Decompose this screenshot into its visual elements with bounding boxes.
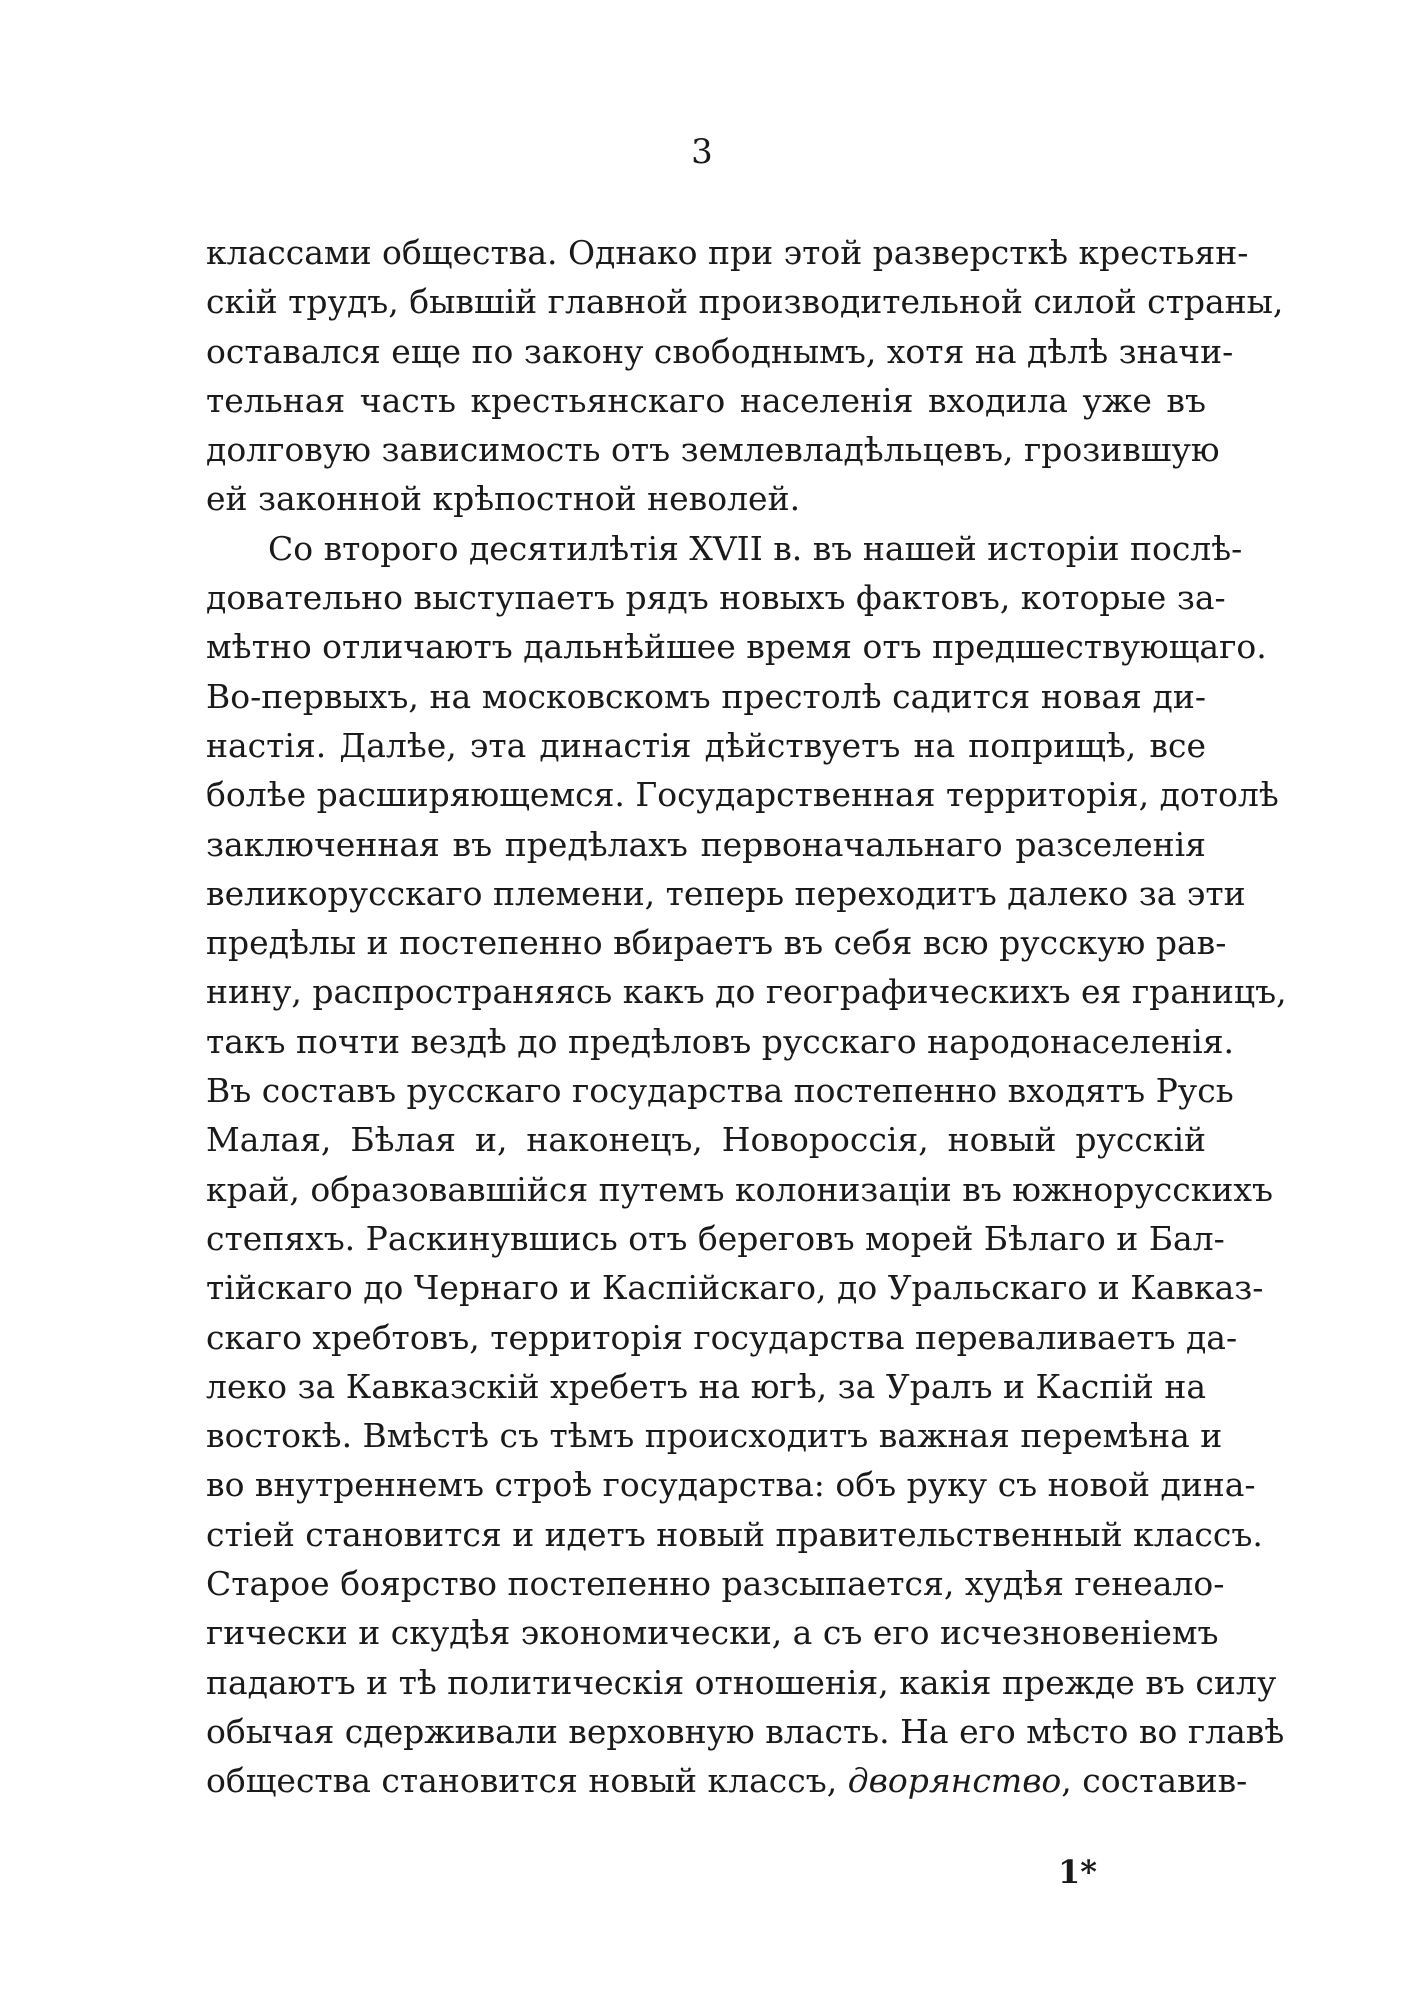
page-number: 3: [691, 132, 713, 172]
text-line: болѣе расширяющемся. Государственная территорія, дотолѣ: [206, 775, 1279, 815]
text-line: классами общества. Однако при этой разверсткѣ крестьян-: [206, 233, 1249, 272]
text-line: леко за Кавказскій хребетъ на югѣ, за Уралъ и Каспій на: [206, 1366, 1206, 1406]
text-line: обычая сдерживали верховную власть. На его мѣсто во главѣ: [206, 1711, 1285, 1751]
text-line: край, образовавшійся путемъ колонизаціи въ южнорусскихъ: [206, 1169, 1273, 1209]
body-text: [206, 228, 1287, 1806]
text-line: Малая, Бѣлая и, наконецъ, Новороссія, новый русскій: [206, 1120, 1206, 1160]
paragraph: [206, 228, 1284, 524]
text-line: тельная часть крестьянскаго населенія входила уже въ: [206, 380, 1206, 420]
text-line: Старое боярство постепенно разсыпается, худѣя генеало-: [206, 1564, 1225, 1604]
text-line: такъ почти вездѣ до предѣловъ русскаго народонаселенія.: [206, 1021, 1235, 1061]
text-line: нину, распространяясь какъ до географическихъ ея границъ,: [206, 972, 1287, 1012]
text-line: довательно выступаетъ рядъ новыхъ фактовъ, которые за-: [206, 578, 1226, 618]
text-line: востокѣ. Вмѣстѣ съ тѣмъ происходитъ важная перемѣна и: [206, 1416, 1223, 1456]
text-line: степяхъ. Раскинувшись отъ береговъ морей Бѣлаго и Бал-: [206, 1218, 1225, 1258]
paragraph: [206, 524, 1287, 1806]
text-line: тійскаго до Чернаго и Каспійскаго, до Уральскаго и Кавказ-: [206, 1268, 1264, 1308]
text-line: скій трудъ, бывшій главной производительной силой страны,: [206, 282, 1284, 322]
text-line: падаютъ и тѣ политическія отношенія, какія прежде въ силу: [206, 1662, 1277, 1702]
text-line: Въ составъ русскаго государства постепенно входятъ Русь: [206, 1071, 1234, 1111]
text-line: Со второго десятилѣтія XVII в. въ нашей исторіи послѣ-: [268, 528, 1243, 568]
text-line: настія. Далѣе, эта династія дѣйствуетъ на поприщѣ, все: [206, 725, 1206, 765]
text-line: предѣлы и постепенно вбираетъ въ себя всю русскую рав-: [206, 923, 1227, 963]
text-fragment: общества становится новый классъ,: [206, 1761, 848, 1801]
emphasized-word: дворянство: [847, 1761, 1062, 1801]
text-line: заключенная въ предѣлахъ первоначальнаго разселенія: [206, 824, 1206, 864]
text-line: стіей становится и идетъ новый правительственный классъ.: [206, 1514, 1263, 1554]
text-line: долговую зависимость отъ землевладѣльцевъ, грозившую: [206, 430, 1220, 470]
text-line: великорусскаго племени, теперь переходитъ далеко за эти: [206, 873, 1246, 913]
text-line: во внутреннемъ строѣ государства: объ руку съ новой дина-: [206, 1465, 1256, 1505]
printer-signature-mark: 1*: [1058, 1853, 1097, 1891]
text-fragment: , составив-: [1061, 1761, 1248, 1801]
text-line: мѣтно отличаютъ дальнѣйшее время отъ предшествующаго.: [206, 627, 1267, 667]
text-line: ей законной крѣпостной неволей.: [206, 479, 801, 519]
text-line: оставался еще по закону свободнымъ, хотя на дѣлѣ значи-: [206, 331, 1234, 371]
text-line: Во-первыхъ, на московскомъ престолѣ садится новая ди-: [206, 676, 1206, 716]
text-line: гически и скудѣя экономически, а съ его исчезновеніемъ: [206, 1613, 1219, 1653]
text-line-with-emphasis: [206, 1756, 1248, 1805]
text-line: скаго хребтовъ, территорія государства переваливаетъ да-: [206, 1317, 1238, 1357]
